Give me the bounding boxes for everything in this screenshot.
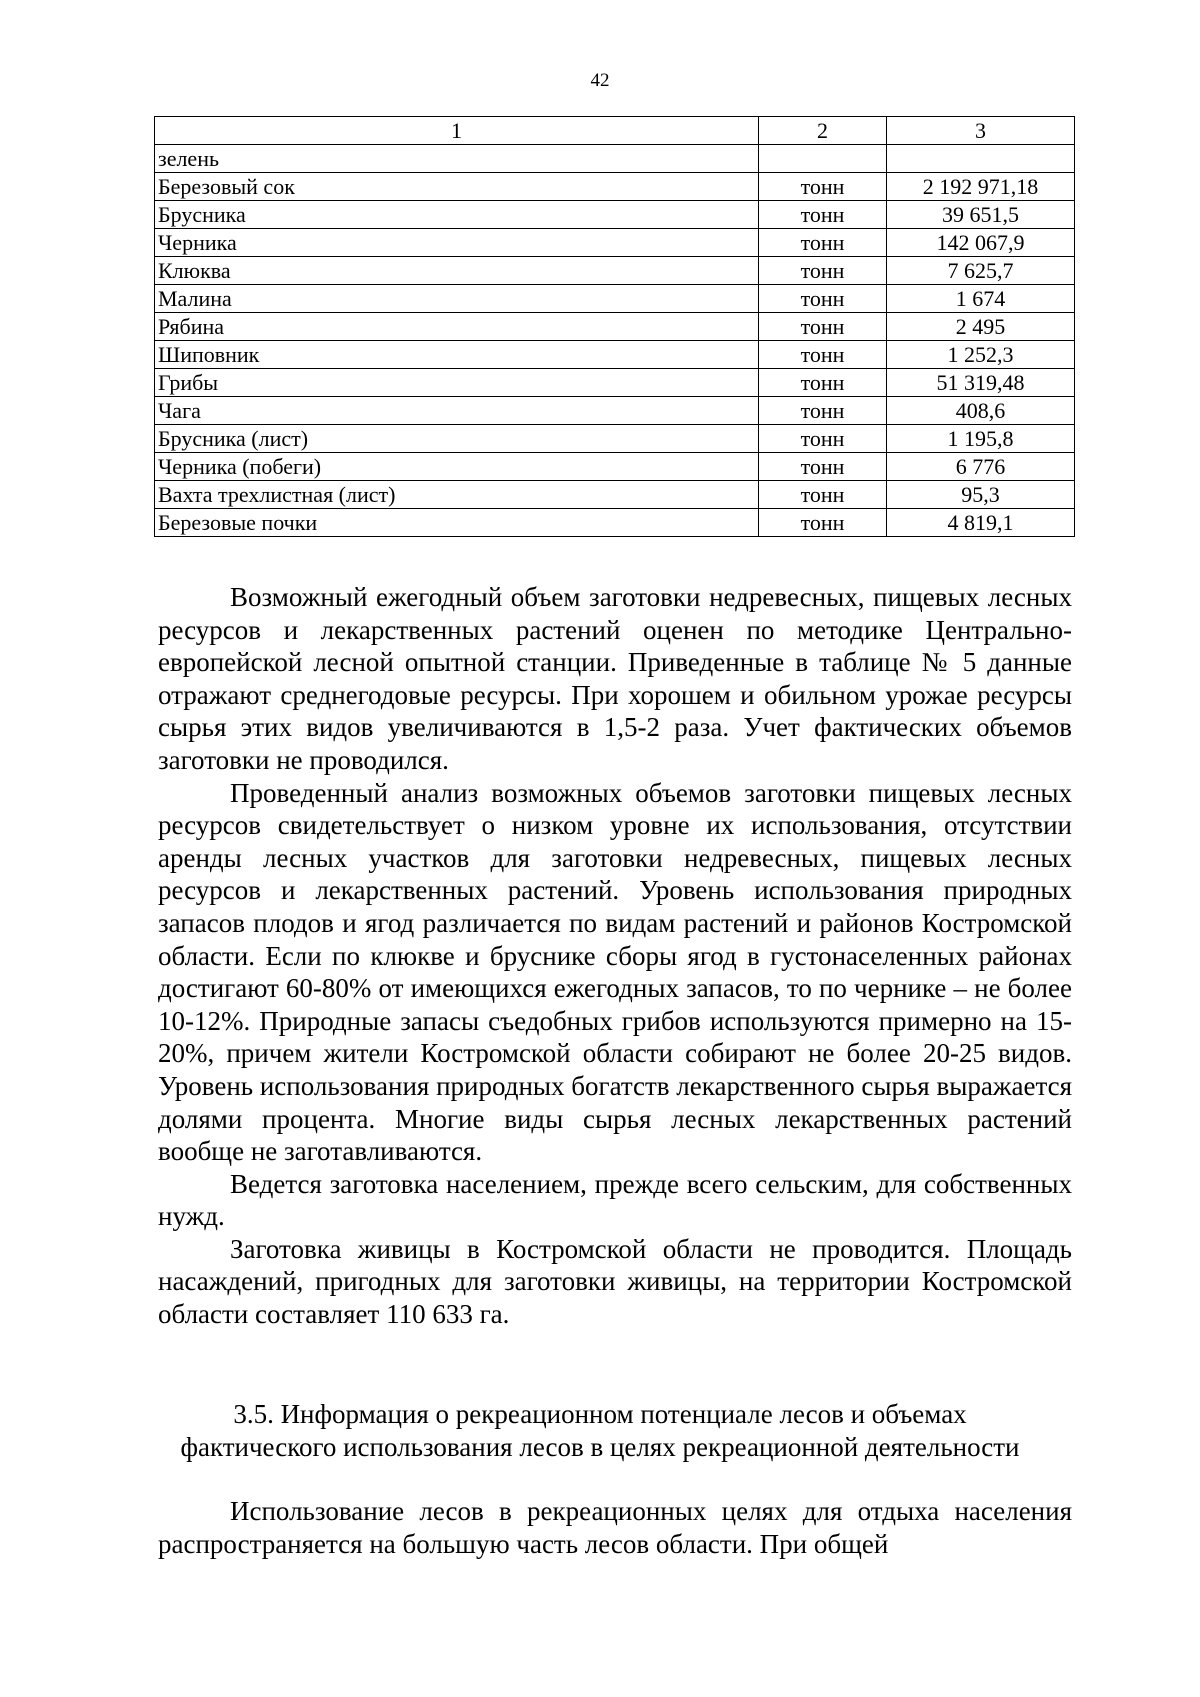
resource-value: 95,3 [887,481,1075,509]
resource-unit: тонн [759,229,887,257]
table-row [155,229,1075,257]
resource-unit: тонн [759,397,887,425]
resource-value: 1 252,3 [887,341,1075,369]
resource-value: 2 192 971,18 [887,173,1075,201]
table-row [155,509,1075,537]
resource-unit: тонн [759,173,887,201]
page-number: 42 [590,70,610,91]
table-row [155,453,1075,481]
resource-unit: тонн [759,313,887,341]
resource-name: Шиповник [155,341,759,369]
resource-unit: тонн [759,341,887,369]
table-row [155,341,1075,369]
table-row [155,201,1075,229]
resource-value: 408,6 [887,397,1075,425]
table-header-cell: 3 [887,117,1075,145]
resource-value: 1 195,8 [887,425,1075,453]
resource-name: зелень [155,145,759,173]
table-header-cell: 1 [155,117,759,145]
resource-unit: тонн [759,369,887,397]
resource-value: 6 776 [887,453,1075,481]
table-header-row [155,117,1075,145]
resource-value: 2 495 [887,313,1075,341]
resource-unit: тонн [759,481,887,509]
resource-value: 4 819,1 [887,509,1075,537]
closing-text [158,1495,1072,1560]
paragraph: Использование лесов в рекреационных целях для отдыха населения распространяется на большую часть лесов области. При общей [158,1496,1072,1559]
resource-unit: тонн [759,453,887,481]
table-row [155,313,1075,341]
table-row [155,173,1075,201]
table-row [155,425,1075,453]
resource-name: Грибы [155,369,759,397]
resource-unit: тонн [759,201,887,229]
resource-value: 51 319,48 [887,369,1075,397]
body-text [158,581,1072,1331]
resource-unit: тонн [759,425,887,453]
resource-name: Черника [155,229,759,257]
resource-unit [759,145,887,173]
resources-table [154,116,1075,537]
table-row [155,481,1075,509]
resource-value: 1 674 [887,285,1075,313]
resource-name: Вахта трехлистная (лист) [155,481,759,509]
paragraph: Возможный ежегодный объем заготовки недревесных, пищевых лесных ресурсов и лекарственных растений оценен по методике Центрально-европейской лесной опытной станции. Приведенные в таблице № 5 данные отражают среднегодовые ресурсы. При хорошем и обильном урожае ресурсы сырья этих видов увеличиваются в 1,5-2 раза. Учет фактических объемов заготовки не проводился. [158,582,1072,775]
paragraph: Заготовка живицы в Костромской области не проводится. Площадь насаждений, пригодных для заготовки живицы, на территории Костромской области составляет 110 633 га. [158,1233,1072,1330]
resource-name: Клюква [155,257,759,285]
table-row [155,369,1075,397]
resource-name: Чага [155,397,759,425]
table-row [155,257,1075,285]
resource-name: Рябина [155,313,759,341]
resource-name: Березовые почки [155,509,759,537]
resource-name: Брусника [155,201,759,229]
resource-value: 7 625,7 [887,257,1075,285]
resource-name: Черника (побеги) [155,453,759,481]
resource-unit: тонн [759,509,887,537]
resource-name: Малина [155,285,759,313]
paragraph: Проведенный анализ возможных объемов заготовки пищевых лесных ресурсов свидетельствует о низком уровне их использования, отсутствии аренды лесных участков для заготовки недревесных, пищевых лесных ресурсов и лекарственных растений. Уровень использования природных запасов плодов и ягод различается по видам растений и районов Костромской области. Если по клюкве и бруснике сборы ягод в густонаселенных районах достигают 60-80% от имеющихся ежегодных запасов, то по чернике – не более 10-12%. Природные запасы съедобных грибов используются примерно на 15-20%, причем жители Костромской области собирают не более 20-25 видов. Уровень использования природных богатств лекарственного сырья выражается долями процента. Многие виды сырья лесных лекарственных растений вообще не заготавливаются. [158,777,1072,1167]
resource-value: 142 067,9 [887,229,1075,257]
section-heading [130,1398,1070,1464]
resource-value: 39 651,5 [887,201,1075,229]
resource-unit: тонн [759,257,887,285]
table-row [155,397,1075,425]
paragraph: Ведется заготовка населением, прежде всего сельским, для собственных нужд. [158,1168,1072,1232]
table-header-cell: 2 [759,117,887,145]
table-row [155,285,1075,313]
resource-unit: тонн [759,285,887,313]
section-heading-line: фактического использования лесов в целях рекреационной деятельности [180,1432,1020,1462]
table-row [155,145,1075,173]
section-heading-line: 3.5. Информация о рекреационном потенциале лесов и объемах [233,1399,967,1429]
resource-name: Березовый сок [155,173,759,201]
resource-name: Брусника (лист) [155,425,759,453]
resource-value [887,145,1075,173]
